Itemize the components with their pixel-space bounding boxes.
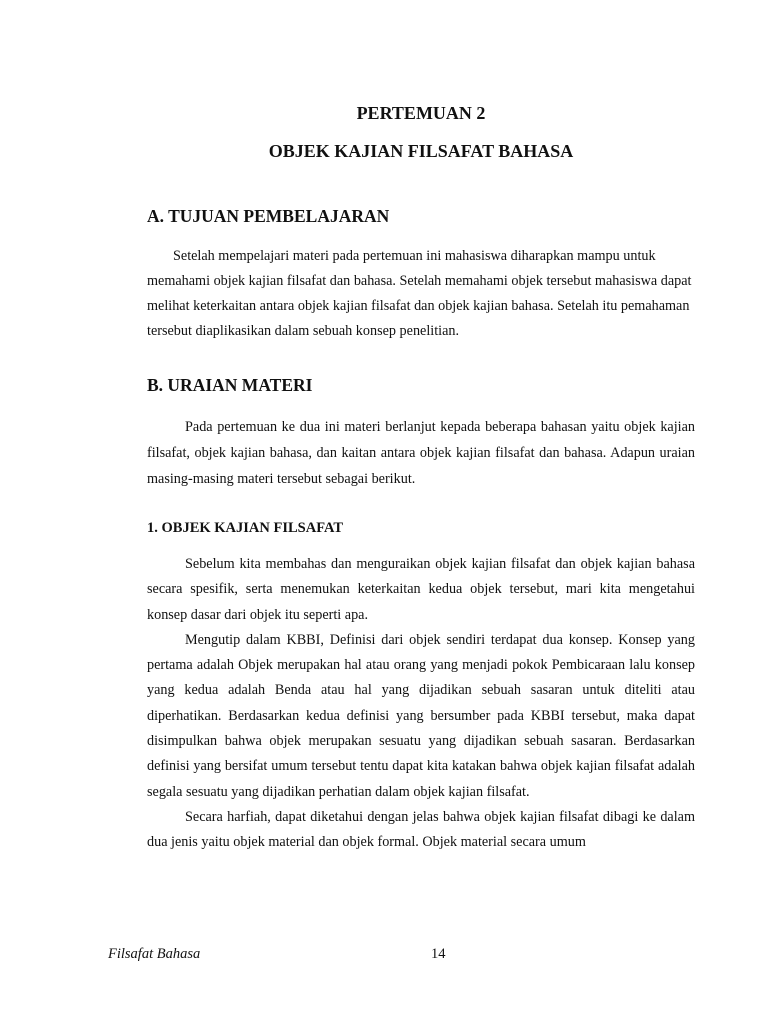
subsection-1-paragraph-2: Mengutip dalam KBBI, Definisi dari objek sendiri terdapat dua konsep. Konsep yang pertama adalah Objek merupakan hal atau orang yang menjadi pokok Pembicaraan lalu konsep yang kedua adalah Benda atau hal yang dijadikan sebuah sasaran untuk diteliti atau diperhatikan. Berdasarkan kedua definisi yang bersumber pada KBBI tersebut, maka dapat disimpulkan bahwa objek merupakan sesuatu yang dijadikan sebuah sasaran. Berdasarkan definisi yang bersifat umum tersebut tentu dapat kita katakan bahwa objek kajian filsafat adalah segala sesuatu yang dijadikan perhatian dalam objek kajian filsafat. — [147, 631, 695, 800]
footer-book-title: Filsafat Bahasa — [108, 946, 201, 962]
section-a-paragraph-text: Setelah mempelajari materi pada pertemuan ini mahasiswa diharapkan mampu untuk memahami objek kajian filsafat dan bahasa. Setelah memahami objek tersebut mahasiswa dapat melihat keterkaitan antara objek kajian filsafat dan objek kajian bahasa. Setelah itu pemahaman tersebut diaplikasikan dalam sebuah konsep penelitian. — [147, 248, 692, 339]
subsection-1-paragraph-3: Secara harfiah, dapat diketahui dengan jelas bahwa objek kajian filsafat dibagi ke dalam dua jenis yaitu objek material dan objek formal. Objek material secara umum — [147, 808, 695, 851]
section-a-heading: A. TUJUAN PEMBELAJARAN — [147, 206, 390, 226]
subsection-1-paragraph-1: Sebelum kita membahas dan menguraikan objek kajian filsafat dan objek kajian bahasa secara spesifik, serta menemukan keterkaitan kedua objek tersebut, mari kita mengetahui konsep dasar dari objek itu seperti apa. — [147, 556, 695, 623]
section-b-heading: B. URAIAN MATERI — [147, 375, 313, 395]
chapter-number-title: PERTEMUAN 2 — [356, 103, 486, 123]
footer-page-number: 14 — [431, 946, 446, 962]
section-b-paragraph-text: Pada pertemuan ke dua ini materi berlanjut kepada beberapa bahasan yaitu objek kajian filsafat, objek kajian bahasa, dan kaitan antara objek kajian filsafat dan bahasa. Adapun uraian masing-masing materi tersebut sebagai berikut. — [147, 419, 695, 487]
subsection-1-heading: 1. OBJEK KAJIAN FILSAFAT — [147, 520, 344, 536]
subsection-1-body — [147, 552, 695, 856]
chapter-title: OBJEK KAJIAN FILSAFAT BAHASA — [268, 141, 574, 161]
section-b-paragraph — [147, 414, 695, 492]
section-a-paragraph — [147, 244, 695, 344]
